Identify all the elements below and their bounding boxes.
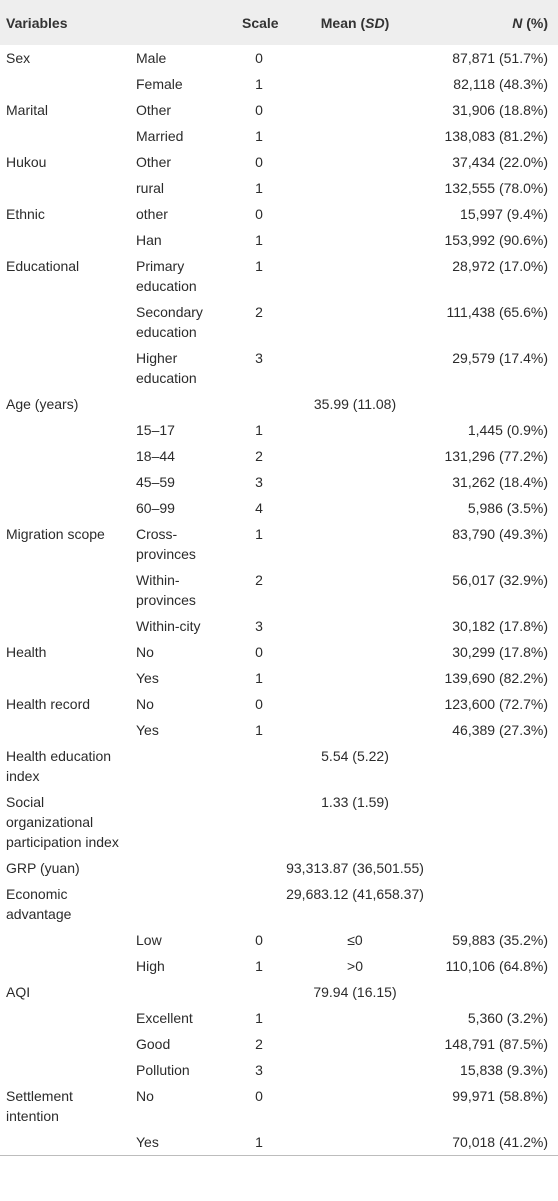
mean-sd-cell bbox=[280, 717, 430, 743]
variable-cell: Social organizational participation index bbox=[6, 794, 119, 850]
mean-sd-cell bbox=[280, 639, 430, 665]
variable-cell bbox=[0, 1031, 130, 1057]
mean-sd-cell bbox=[280, 253, 430, 299]
category-cell: Cross-provinces bbox=[136, 526, 196, 562]
mean-sd-cell: 1.33 (1.59) bbox=[321, 794, 389, 810]
n-percent-cell: 31,262 (18.4%) bbox=[452, 474, 548, 490]
table-row bbox=[0, 665, 558, 691]
variable-cell: Health bbox=[6, 644, 47, 660]
mean-sd-cell: 93,313.87 (36,501.55) bbox=[286, 860, 424, 876]
scale-cell bbox=[230, 789, 280, 855]
table-row bbox=[0, 979, 558, 1005]
category-cell: Within-city bbox=[136, 618, 201, 634]
n-percent-cell: 15,838 (9.3%) bbox=[460, 1062, 548, 1078]
scale-cell: 0 bbox=[255, 154, 263, 170]
variable-cell bbox=[0, 417, 130, 443]
n-percent-cell: 15,997 (9.4%) bbox=[460, 206, 548, 222]
header-mean-sd bbox=[280, 0, 430, 45]
n-percent-cell: 5,986 (3.5%) bbox=[467, 500, 548, 516]
mean-sd-cell bbox=[280, 417, 430, 443]
category-cell bbox=[130, 881, 230, 927]
variable-cell bbox=[0, 469, 130, 495]
n-percent-cell bbox=[430, 979, 558, 1005]
n-percent-cell: 110,106 (64.8%) bbox=[445, 958, 548, 974]
n-percent-cell bbox=[430, 743, 558, 789]
table-row bbox=[0, 1031, 558, 1057]
scale-cell: 1 bbox=[255, 526, 263, 542]
variable-cell bbox=[0, 567, 130, 613]
variable-cell: Hukou bbox=[6, 154, 47, 170]
table-row bbox=[0, 201, 558, 227]
mean-sd-cell bbox=[280, 469, 430, 495]
category-cell: No bbox=[136, 644, 154, 660]
table-row bbox=[0, 45, 558, 71]
category-cell: Excellent bbox=[136, 1010, 193, 1026]
variable-cell: Health record bbox=[6, 696, 91, 712]
variable-cell: GRP (yuan) bbox=[6, 860, 80, 876]
n-percent-cell bbox=[430, 855, 558, 881]
variable-cell bbox=[0, 345, 130, 391]
variable-cell bbox=[0, 613, 130, 639]
mean-sd-cell: 5.54 (5.22) bbox=[321, 748, 389, 764]
n-percent-cell: 31,906 (18.8%) bbox=[452, 102, 548, 118]
category-cell: No bbox=[136, 1088, 154, 1104]
table-header bbox=[0, 0, 558, 45]
table-row bbox=[0, 789, 558, 855]
category-cell bbox=[130, 743, 230, 789]
table-row bbox=[0, 175, 558, 201]
variable-cell bbox=[0, 299, 130, 345]
variable-cell: Sex bbox=[6, 50, 31, 66]
scale-cell: 1 bbox=[230, 1129, 280, 1156]
n-percent-cell: 1,445 (0.9%) bbox=[467, 422, 548, 438]
scale-cell bbox=[230, 391, 280, 417]
n-percent-cell: 153,992 (90.6%) bbox=[444, 232, 548, 248]
table-row bbox=[0, 953, 558, 979]
scale-cell: 1 bbox=[255, 670, 263, 686]
mean-sd-cell bbox=[280, 613, 430, 639]
category-cell: Male bbox=[136, 50, 167, 66]
variable-cell bbox=[0, 71, 130, 97]
header-n-suffix: (%) bbox=[522, 14, 548, 31]
mean-sd-cell bbox=[280, 495, 430, 521]
scale-cell: 2 bbox=[255, 1036, 263, 1052]
variable-cell: Settlement intention bbox=[6, 1088, 73, 1124]
category-cell: Female bbox=[136, 76, 183, 92]
n-percent-cell: 148,791 (87.5%) bbox=[444, 1036, 548, 1052]
variable-cell bbox=[0, 953, 130, 979]
scale-cell: 1 bbox=[255, 128, 263, 144]
scale-cell: 1 bbox=[255, 1010, 263, 1026]
table-row bbox=[0, 1005, 558, 1031]
table-row bbox=[0, 417, 558, 443]
n-percent-cell: 138,083 (81.2%) bbox=[444, 128, 548, 144]
category-cell: No bbox=[136, 696, 154, 712]
category-cell: Low bbox=[136, 932, 162, 948]
table-row bbox=[0, 227, 558, 253]
category-cell: 60–99 bbox=[136, 500, 175, 516]
variable-cell bbox=[0, 1005, 130, 1031]
table-row bbox=[0, 881, 558, 927]
variable-cell: Ethnic bbox=[6, 206, 45, 222]
category-cell bbox=[130, 855, 230, 881]
header-n-italic: N bbox=[512, 14, 523, 31]
table-row bbox=[0, 613, 558, 639]
category-cell: Other bbox=[136, 102, 172, 118]
mean-sd-cell bbox=[280, 227, 430, 253]
variable-cell bbox=[0, 175, 130, 201]
n-percent-cell: 37,434 (22.0%) bbox=[452, 154, 548, 170]
table-row bbox=[0, 123, 558, 149]
table-row bbox=[0, 97, 558, 123]
category-cell: rural bbox=[136, 180, 165, 196]
mean-sd-cell: 79.94 (16.15) bbox=[313, 984, 397, 1000]
category-cell: 15–17 bbox=[136, 422, 175, 438]
scale-cell: 1 bbox=[255, 958, 263, 974]
table-row bbox=[0, 927, 558, 953]
table-row bbox=[0, 691, 558, 717]
table-row bbox=[0, 639, 558, 665]
mean-sd-cell bbox=[280, 521, 430, 567]
scale-cell: 3 bbox=[255, 350, 263, 366]
category-cell bbox=[130, 391, 230, 417]
n-percent-cell bbox=[430, 789, 558, 855]
variable-cell bbox=[0, 1057, 130, 1083]
n-percent-cell: 28,972 (17.0%) bbox=[452, 258, 548, 274]
mean-sd-cell: 29,683.12 (41,658.37) bbox=[286, 886, 424, 902]
n-percent-cell: 131,296 (77.2%) bbox=[444, 448, 548, 464]
category-cell: Married bbox=[136, 128, 184, 144]
scale-cell: 2 bbox=[255, 448, 263, 464]
mean-sd-cell bbox=[280, 691, 430, 717]
category-cell: Other bbox=[136, 154, 172, 170]
mean-sd-cell bbox=[280, 201, 430, 227]
category-cell: Secondary education bbox=[136, 304, 203, 340]
table-row bbox=[0, 495, 558, 521]
n-percent-cell: 99,971 (58.8%) bbox=[452, 1088, 548, 1104]
table-row bbox=[0, 391, 558, 417]
category-cell: Yes bbox=[136, 722, 159, 738]
table-row bbox=[0, 1057, 558, 1083]
variable-cell: Health education index bbox=[6, 748, 112, 784]
n-percent-cell: 30,299 (17.8%) bbox=[452, 644, 548, 660]
table-row bbox=[0, 253, 558, 299]
mean-sd-cell bbox=[280, 1005, 430, 1031]
table-row bbox=[0, 345, 558, 391]
table-row bbox=[0, 299, 558, 345]
category-cell: 18–44 bbox=[136, 448, 175, 464]
category-cell: Good bbox=[136, 1036, 171, 1052]
scale-cell: 0 bbox=[255, 206, 263, 222]
header-mean-prefix: Mean ( bbox=[320, 14, 366, 31]
scale-cell bbox=[230, 743, 280, 789]
n-percent-cell: 139,690 (82.2%) bbox=[444, 670, 548, 686]
scale-cell: 1 bbox=[255, 422, 263, 438]
header-mean-suffix: ) bbox=[384, 14, 390, 31]
category-cell: 45–59 bbox=[136, 474, 175, 490]
scale-cell: 2 bbox=[255, 572, 263, 588]
scale-cell: 1 bbox=[255, 76, 263, 92]
category-cell: Yes bbox=[130, 1129, 230, 1156]
mean-sd-cell: 35.99 (11.08) bbox=[313, 396, 397, 412]
mean-sd-cell bbox=[280, 345, 430, 391]
table-row bbox=[0, 521, 558, 567]
n-percent-cell: 111,438 (65.6%) bbox=[446, 304, 548, 320]
mean-sd-cell bbox=[280, 45, 430, 71]
mean-sd-cell: >0 bbox=[347, 958, 363, 974]
variable-cell: Marital bbox=[6, 102, 49, 118]
scale-cell: 0 bbox=[255, 50, 263, 66]
mean-sd-cell: ≤0 bbox=[347, 932, 363, 948]
category-cell bbox=[130, 979, 230, 1005]
scale-cell: 0 bbox=[255, 932, 263, 948]
category-cell: other bbox=[136, 206, 168, 222]
n-percent-cell: 30,182 (17.8%) bbox=[452, 618, 548, 634]
table-row bbox=[0, 1083, 558, 1129]
mean-sd-cell bbox=[280, 1031, 430, 1057]
variable-cell bbox=[0, 123, 130, 149]
scale-cell: 0 bbox=[255, 696, 263, 712]
table-row bbox=[0, 743, 558, 789]
scale-cell: 2 bbox=[255, 304, 263, 320]
mean-sd-cell bbox=[280, 443, 430, 469]
table-row bbox=[0, 443, 558, 469]
category-cell: Han bbox=[136, 232, 162, 248]
table-body bbox=[0, 45, 558, 1156]
table-row bbox=[0, 567, 558, 613]
variable-cell bbox=[0, 443, 130, 469]
header-category bbox=[130, 0, 230, 45]
mean-sd-cell bbox=[280, 97, 430, 123]
n-percent-cell: 132,555 (78.0%) bbox=[444, 180, 548, 196]
mean-sd-cell bbox=[280, 567, 430, 613]
scale-cell: 0 bbox=[255, 644, 263, 660]
category-cell: Higher education bbox=[136, 350, 197, 386]
variable-cell bbox=[0, 665, 130, 691]
n-percent-cell: 83,790 (49.3%) bbox=[452, 526, 548, 542]
table-row bbox=[0, 717, 558, 743]
n-percent-cell bbox=[430, 391, 558, 417]
variable-cell: AQI bbox=[6, 984, 31, 1000]
scale-cell: 3 bbox=[255, 618, 263, 634]
mean-sd-cell bbox=[280, 123, 430, 149]
header-n-percent bbox=[430, 0, 558, 45]
table-row bbox=[0, 71, 558, 97]
n-percent-cell: 82,118 (48.3%) bbox=[453, 76, 548, 92]
table-row bbox=[0, 1129, 558, 1156]
scale-cell: 4 bbox=[255, 500, 263, 516]
n-percent-cell: 87,871 (51.7%) bbox=[452, 50, 548, 66]
category-cell bbox=[130, 789, 230, 855]
scale-cell: 1 bbox=[255, 722, 263, 738]
table-row bbox=[0, 149, 558, 175]
scale-cell bbox=[230, 979, 280, 1005]
n-percent-cell: 5,360 (3.2%) bbox=[467, 1010, 548, 1026]
mean-sd-cell bbox=[280, 1083, 430, 1129]
mean-sd-cell bbox=[280, 1129, 430, 1156]
table-row bbox=[0, 855, 558, 881]
variable-cell bbox=[0, 927, 130, 953]
n-percent-cell: 123,600 (72.7%) bbox=[444, 696, 548, 712]
variable-cell: Migration scope bbox=[6, 526, 105, 542]
category-cell: Yes bbox=[136, 670, 159, 686]
mean-sd-cell bbox=[280, 175, 430, 201]
mean-sd-cell bbox=[280, 299, 430, 345]
scale-cell: 0 bbox=[255, 102, 263, 118]
n-percent-cell: 56,017 (32.9%) bbox=[452, 572, 548, 588]
n-percent-cell: 59,883 (35.2%) bbox=[452, 932, 548, 948]
scale-cell bbox=[230, 855, 280, 881]
variable-cell: Economic advantage bbox=[6, 886, 72, 922]
n-percent-cell: 29,579 (17.4%) bbox=[452, 350, 548, 366]
variable-cell: Educational bbox=[6, 258, 80, 274]
header-row bbox=[0, 0, 558, 45]
mean-sd-cell bbox=[280, 149, 430, 175]
header-variables: Variables bbox=[6, 14, 68, 31]
category-cell: High bbox=[136, 958, 165, 974]
category-cell: Pollution bbox=[136, 1062, 190, 1078]
mean-sd-cell bbox=[280, 1057, 430, 1083]
variable-cell bbox=[0, 227, 130, 253]
table-row bbox=[0, 469, 558, 495]
scale-cell: 3 bbox=[255, 1062, 263, 1078]
scale-cell: 1 bbox=[255, 232, 263, 248]
variable-cell bbox=[0, 495, 130, 521]
scale-cell: 1 bbox=[255, 180, 263, 196]
variable-cell bbox=[0, 717, 130, 743]
category-cell: Primary education bbox=[136, 258, 197, 294]
n-percent-cell: 70,018 (41.2%) bbox=[430, 1129, 558, 1156]
category-cell: Within-provinces bbox=[136, 572, 196, 608]
header-scale: Scale bbox=[242, 14, 279, 31]
scale-cell bbox=[230, 881, 280, 927]
header-mean-sd-italic: SD bbox=[365, 14, 385, 31]
n-percent-cell bbox=[430, 881, 558, 927]
mean-sd-cell bbox=[280, 665, 430, 691]
scale-cell: 0 bbox=[255, 1088, 263, 1104]
n-percent-cell: 46,389 (27.3%) bbox=[452, 722, 548, 738]
scale-cell: 3 bbox=[255, 474, 263, 490]
variable-cell: Age (years) bbox=[6, 396, 79, 412]
mean-sd-cell bbox=[280, 71, 430, 97]
scale-cell: 1 bbox=[255, 258, 263, 274]
variable-cell bbox=[0, 1129, 130, 1156]
